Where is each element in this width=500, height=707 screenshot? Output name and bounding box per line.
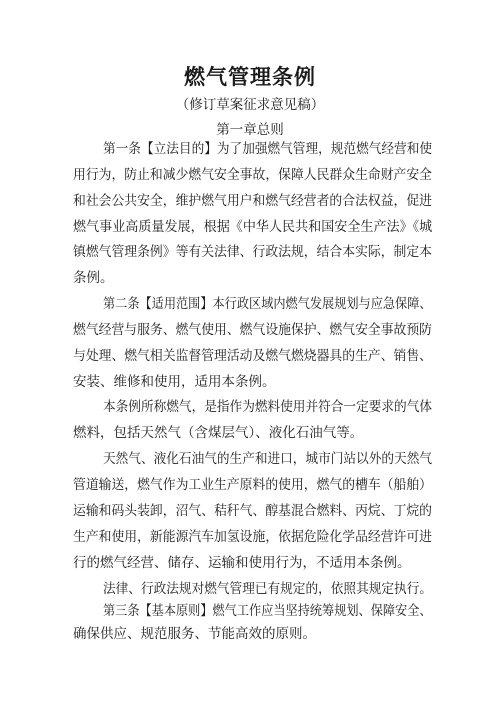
article-2-para-3-line-4: 生产和使用，新能源汽车加氢设施，依据危险化学品经营许可进 xyxy=(73,529,432,545)
article-2-para-2-line-2: 燃料，包括天然气（含煤层气）、液化石油气等。 xyxy=(73,425,364,441)
document-title: 燃气管理条例 xyxy=(184,65,316,89)
article-2-para-4-line-1: 法律、行政法规对燃气管理已有规定的，依照其规定执行。 xyxy=(103,581,432,597)
article-1-line-6: 条例。 xyxy=(73,270,114,286)
article-3-line-1: 第三条【基本原则】燃气工作应当坚持统筹规划、保障安全、 xyxy=(103,603,432,619)
article-2-line-1: 第二条【适用范围】本行政区域内燃气发展规划与应急保障、 xyxy=(103,296,432,312)
article-3-line-2: 确保供应、规范服务、节能高效的原则。 xyxy=(73,626,316,642)
article-1-line-1: 第一条【立法目的】为了加强燃气管理，规范燃气经营和使 xyxy=(103,141,432,157)
article-2-para-3-line-2: 管道输送，燃气作为工业生产原料的使用，燃气的槽车（船舶） xyxy=(73,477,432,493)
article-2-para-2-line-1: 本条例所称燃气，是指作为燃料使用并符合一定要求的气体 xyxy=(103,399,432,415)
article-2-line-4: 安装、维修和使用，适用本条例。 xyxy=(73,374,276,390)
article-1-line-5: 镇燃气管理条例》等有关法律、行政法规，结合本实际，制定本 xyxy=(73,244,432,260)
article-2-para-3-line-3: 运输和码头装卸，沼气、秸秆气、醇基混合燃料、丙烷、丁烷的 xyxy=(73,503,432,519)
document-subtitle: （修订草案征求意见稿） xyxy=(175,97,325,113)
article-2-para-3-line-5: 行的燃气经营、储存、运输和使用行为，不适用本条例。 xyxy=(73,555,411,571)
article-2-para-3-line-1: 天然气、液化石油气的生产和进口，城市门站以外的天然气 xyxy=(103,451,432,467)
article-2-line-3: 与处理、燃气相关监督管理活动及燃气燃烧器具的生产、销售、 xyxy=(73,348,432,364)
article-1-line-4: 燃气事业高质量发展，根据《中华人民共和国安全生产法》《城 xyxy=(73,219,433,235)
article-1-line-3: 和社会公共安全，维护燃气用户和燃气经营者的合法权益，促进 xyxy=(73,193,432,209)
article-1-line-2: 用行为，防止和减少燃气安全事故，保障人民群众生命财产安全 xyxy=(73,167,432,183)
article-2-line-2: 燃气经营与服务、燃气使用、燃气设施保护、燃气安全事故预防 xyxy=(73,322,432,338)
chapter-heading: 第一章总则 xyxy=(216,122,284,138)
